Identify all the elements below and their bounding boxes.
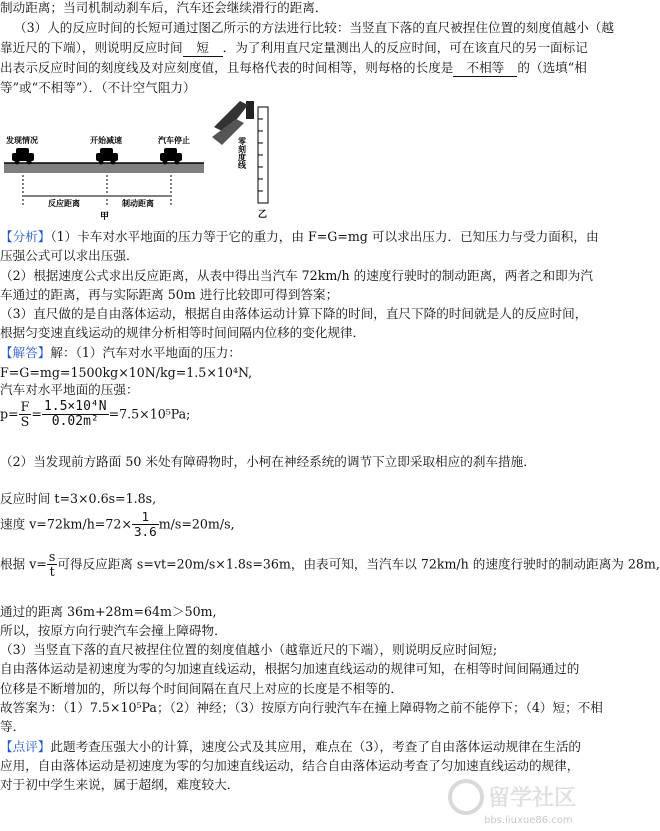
fraction: [132, 510, 159, 539]
text-line: [0, 229, 599, 245]
text-line: 所以，按原方向行驶汽车会撞上障碍物．: [0, 623, 227, 638]
text-segment: 出表示反应时间的刻度线及对应刻度值，且每格代表的时间相等，则每格的长度是: [0, 60, 454, 75]
text-line: （3）直尺做的是自由落体运动，根据自由落体运动计算下降的时间，直尺下降的时间就是人的反应时间，: [0, 306, 588, 321]
fraction-numerator: 1: [132, 510, 159, 525]
text-line: 自由落体运动是初速度为零的匀加速直线运动，根据匀加速直线运动的规律可知，在相等时间间隔通过的: [0, 661, 580, 676]
ruler-label: 零刻度线: [237, 137, 247, 169]
text-line: 根据匀变速直线运动的规律分析相等时间间隔内位移的变化规律．: [0, 325, 366, 340]
pressure-formula: [0, 400, 190, 429]
text-segment: （1）卡车对水平地面的压力等于它的重力，由 F=G=mg 可以求出压力．已知压力与受力面积，由: [50, 229, 599, 244]
velocity-formula: [0, 510, 235, 539]
text-line: 压强公式可以求出压强．: [0, 248, 139, 263]
text-line: 汽车对水平地面的压强：: [0, 382, 139, 397]
text-line: [0, 739, 581, 755]
text-line: （3）当竖直下落的直尺被捏住位置的刻度值越小（越靠近尺的下端），则说明反应时间短;: [0, 642, 498, 657]
formula-result: =7.5×10⁵Pa;: [108, 406, 191, 422]
distance-formula: [0, 550, 660, 579]
figure-reaction-distance: [0, 97, 310, 222]
text-line: 通过的距离 36m+28m=64m＞50m,: [0, 604, 217, 619]
text-line: [0, 60, 587, 77]
fraction: [42, 400, 109, 429]
watermark-brand: 留学社区: [488, 786, 577, 811]
car-icon: [12, 148, 34, 165]
fraction-denominator: S: [20, 414, 30, 429]
text-segment: ．为了利用直尺定量测出人的反应时间，可在该直尺的另一面标记: [222, 40, 588, 55]
answer-blank: 短: [183, 40, 223, 57]
text-line: 车通过的距离，再与实际距离 50m 进行比较即可得到答案；: [0, 287, 339, 302]
logo-mark: [450, 781, 482, 813]
fraction-denominator: 0.02m²: [51, 414, 99, 429]
text-segment: 靠近尺的下端），则说明反应时间: [0, 40, 183, 55]
text-line: （2）当发现前方路面 50 米处有障碍物时，小柯在神经系统的调节下立即采取相应的刹车措施．: [0, 454, 536, 469]
text-segment: 此题考查压强大小的计算，速度公式及其应用，难点在（3），考查了自由落体运动规律在生活的: [50, 739, 582, 754]
text-line: 应用，自由落体运动是初速度为零的匀加速直线运动，结合自由落体运动考查了匀加速直线运动的规律，: [0, 758, 580, 773]
fraction-denominator: t: [49, 564, 55, 579]
formula-text: 可得反应距离 s=vt=20m/s×1.8s=36m，由表可知，当汽车以 72km/h 的速度行驶时的制动距离为 28m,: [57, 556, 660, 572]
car-label: 汽车停止: [158, 136, 190, 145]
text-line: 等”或“不相等”）．（不计空气阻力）: [0, 80, 196, 95]
car-label: 发现情况: [6, 136, 38, 145]
text-line: 对于初中学生来说，属于超纲，难度较大．: [0, 777, 240, 792]
text-segment: 解：（1）汽车对水平地面的压力：: [50, 345, 241, 360]
text-line: [0, 345, 241, 361]
text-line: 故答案为：（1）7.5×10⁵Pa；（2）神经；（3）按原方向行驶汽车在撞上障碍物之前不能停下；（4）短；不相: [0, 700, 603, 715]
car-icon: [96, 148, 118, 165]
text-line: F=G=mg=1500kg×10N/kg=1.5×10⁴N,: [0, 365, 253, 380]
fraction-denominator: 3.6: [133, 524, 157, 539]
text-line: 制动距离；当司机制动刹车后，汽车还会继续滑行的距离．: [0, 0, 328, 15]
car-label: 开始减速: [90, 136, 122, 145]
figure-label: 乙: [258, 210, 268, 220]
stand-post: [246, 101, 254, 119]
formula-text: =: [31, 406, 42, 422]
fraction-numerator: F: [20, 399, 30, 414]
watermark-logo: [444, 771, 594, 827]
fraction: [47, 550, 57, 579]
formula-text: m/s=20m/s,: [158, 516, 235, 532]
text-line: 等．: [0, 719, 26, 734]
text-line: 反应时间 t=3×0.6s=1.8s,: [0, 491, 157, 506]
text-line: 位移是不断增加的，所以每个时间间隔在直尺上对应的长度是不相等的．: [0, 681, 403, 696]
fraction-numerator: s: [48, 549, 56, 564]
figure-label: 甲: [100, 212, 110, 222]
text-segment: 的（选填“相: [517, 60, 587, 75]
segment-label: 制动距离: [122, 199, 154, 208]
text-line: （2）根据速度公式求出反应距离，从表中得出当汽车 72km/h 的速度行驶时的制动距离，两者之和即为汽: [0, 268, 593, 283]
ground-strip: [4, 163, 204, 173]
formula-text: 速度 v=72km/h=72×: [0, 516, 132, 532]
formula-text: p=: [0, 406, 19, 422]
segment-label: 反应距离: [48, 199, 80, 208]
watermark-url: bbs.liuxue86.com: [484, 815, 573, 826]
text-line: [0, 40, 588, 57]
text-line: （3）人的反应时间的长短可通过图乙所示的方法进行比较：当竖直下落的直尺被捏住位置的刻度值越小（越: [14, 20, 614, 35]
comment-tag: 【点评】: [0, 739, 51, 754]
car-icon: [160, 148, 182, 165]
fraction-numerator: 1.5×10⁴N: [43, 399, 107, 414]
analysis-tag: 【分析】: [0, 229, 51, 244]
answer-blank: 不相等: [453, 60, 517, 77]
fraction: [19, 400, 32, 429]
formula-text: 根据 v=: [0, 556, 47, 572]
answer-tag: 【解答】: [0, 345, 51, 360]
